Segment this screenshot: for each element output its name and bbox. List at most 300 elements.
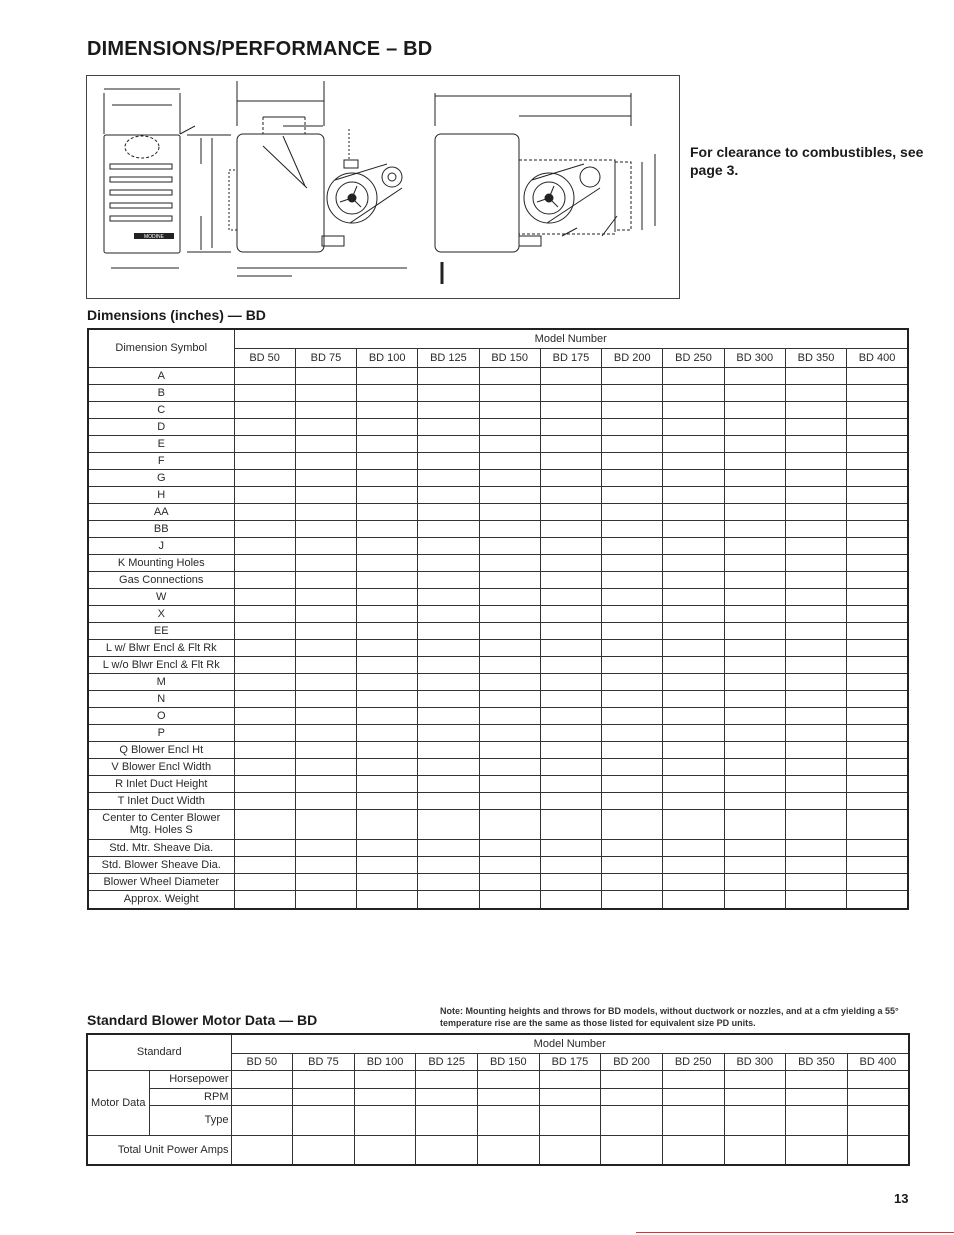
table-cell [295,890,356,909]
table-cell [295,537,356,554]
table-cell [418,707,479,724]
model-column-header: BD 125 [418,348,479,367]
table-cell [602,890,663,909]
table-cell [847,1088,909,1105]
table-cell [724,622,785,639]
table-row [87,1070,909,1088]
table-cell [662,1135,724,1165]
table-cell [234,724,295,741]
table-cell [295,571,356,588]
row-label: G [88,469,234,486]
table-row [88,503,908,520]
table-cell [354,1070,416,1088]
row-label: Q Blower Encl Ht [88,741,234,758]
table-cell [479,418,540,435]
table-cell [357,775,418,792]
table-cell [295,873,356,890]
table-cell [785,486,846,503]
table-cell [295,622,356,639]
table-cell [231,1135,293,1165]
table-cell [539,1105,601,1135]
table-cell [847,839,908,856]
row-label: P [88,724,234,741]
table-cell [478,1088,540,1105]
table-cell [785,401,846,418]
table-row [87,1135,909,1165]
table-cell [724,890,785,909]
table-cell [724,520,785,537]
model-column-header: BD 100 [354,1053,416,1070]
table-cell [785,537,846,554]
model-column-header: BD 400 [847,348,908,367]
motor-data-group-label: Motor Data [87,1070,149,1135]
table-cell [724,656,785,673]
table-cell [602,435,663,452]
table-cell [418,520,479,537]
table-cell [418,418,479,435]
table-row [88,724,908,741]
table-cell [234,809,295,839]
table-cell [357,554,418,571]
unit-drawing-svg [87,76,681,300]
row-label: H [88,486,234,503]
table-cell [785,622,846,639]
table-cell [847,856,908,873]
table-cell [847,503,908,520]
model-number-header: Model Number [234,329,908,348]
table-cell [416,1135,478,1165]
table-cell [357,401,418,418]
table-cell [418,503,479,520]
table-cell [234,418,295,435]
table-cell [357,741,418,758]
table-row [88,554,908,571]
table-cell [847,809,908,839]
table-cell [785,724,846,741]
table-cell [785,588,846,605]
table-cell [602,775,663,792]
table-cell [724,469,785,486]
table-cell [234,588,295,605]
table-cell [418,401,479,418]
table-cell [479,401,540,418]
table-cell [847,605,908,622]
table-cell [479,673,540,690]
table-cell [785,809,846,839]
table-cell [601,1070,663,1088]
table-cell [847,435,908,452]
table-cell [724,673,785,690]
table-cell [724,537,785,554]
row-label: C [88,401,234,418]
table-cell [602,741,663,758]
rear-view-cabinet [435,134,519,252]
table-cell [602,792,663,809]
table-cell [478,1135,540,1165]
row-label: K Mounting Holes [88,554,234,571]
table-cell [724,554,785,571]
table-cell [847,741,908,758]
table-cell [662,1088,724,1105]
table-cell [847,724,908,741]
table-cell [724,724,785,741]
table-cell [357,890,418,909]
row-label: Approx. Weight [88,890,234,909]
table-row [88,741,908,758]
table-cell [295,605,356,622]
table-cell [295,384,356,401]
model-number-header: Model Number [231,1034,909,1053]
table-row [88,758,908,775]
table-cell [602,401,663,418]
row-label: X [88,605,234,622]
table-cell [416,1088,478,1105]
table-cell [785,605,846,622]
table-cell [724,1088,786,1105]
table-cell [293,1070,355,1088]
table-cell [602,537,663,554]
table-cell [663,452,724,469]
table-cell [479,775,540,792]
table-cell [724,809,785,839]
table-row [88,418,908,435]
gas-connection [344,160,358,168]
table-cell [540,503,601,520]
table-cell [540,775,601,792]
table-cell [663,418,724,435]
table-cell [724,856,785,873]
table-cell [295,401,356,418]
table-row [88,571,908,588]
table-row [88,707,908,724]
table-cell [540,418,601,435]
table-cell [354,1088,416,1105]
row-label: O [88,707,234,724]
table-cell [847,418,908,435]
table-cell [540,741,601,758]
table-cell [357,605,418,622]
table-cell [479,758,540,775]
table-cell [234,639,295,656]
table-cell [724,486,785,503]
table-cell [540,890,601,909]
table-cell [663,741,724,758]
table-cell [539,1135,601,1165]
table-cell [785,758,846,775]
table-cell [663,809,724,839]
table-cell [357,486,418,503]
table-cell [295,724,356,741]
table-cell [540,758,601,775]
table-cell [418,741,479,758]
table-cell [785,707,846,724]
table-row [88,401,908,418]
table-cell [847,873,908,890]
table-cell [418,758,479,775]
table-cell [847,758,908,775]
table-cell [295,486,356,503]
table-cell [479,724,540,741]
table-cell [847,554,908,571]
dimensions-table-title: Dimensions (inches) — BD [87,307,266,323]
table-cell [357,792,418,809]
table-cell [295,452,356,469]
table-cell [479,571,540,588]
table-cell [418,435,479,452]
row-label: E [88,435,234,452]
table-cell [601,1088,663,1105]
table-cell [357,758,418,775]
table-cell [295,639,356,656]
table-cell [847,469,908,486]
table-cell [234,758,295,775]
table-cell [295,792,356,809]
table-cell [295,839,356,856]
table-cell [601,1135,663,1165]
table-cell [602,809,663,839]
table-cell [785,856,846,873]
table-row [88,384,908,401]
table-cell [847,890,908,909]
table-cell [540,839,601,856]
table-cell [354,1135,416,1165]
table-cell [847,571,908,588]
table-cell [539,1088,601,1105]
table-cell [663,792,724,809]
table-cell [847,588,908,605]
model-column-header: BD 250 [662,1053,724,1070]
table-cell [847,775,908,792]
table-cell [418,605,479,622]
table-cell [724,384,785,401]
row-label: N [88,690,234,707]
table-row [88,520,908,537]
table-cell [602,520,663,537]
table-cell [786,1088,848,1105]
table-cell [418,690,479,707]
table-cell [357,673,418,690]
table-cell [357,690,418,707]
footer-rule [636,1232,954,1233]
table-cell [847,622,908,639]
table-cell [602,588,663,605]
row-label: Std. Blower Sheave Dia. [88,856,234,873]
table-cell [295,435,356,452]
table-cell [724,707,785,724]
table-cell [602,571,663,588]
table-cell [357,384,418,401]
mounting-note: Note: Mounting heights and throws for BD models, without ductwork or nozzles, and at a cfm yielding a 55° temperature rise are the same as those listed for equivalent size PD units. [440,1006,899,1028]
front-view-opening [125,136,159,158]
table-cell [663,503,724,520]
table-cell [724,588,785,605]
table-cell [234,384,295,401]
table-cell [724,839,785,856]
table-cell [418,367,479,384]
table-cell [847,1135,909,1165]
table-cell [295,856,356,873]
table-cell [234,707,295,724]
table-cell [540,809,601,839]
table-cell [540,469,601,486]
table-cell [724,775,785,792]
table-cell [785,435,846,452]
table-cell [234,520,295,537]
table-cell [785,690,846,707]
table-cell [418,673,479,690]
symbol-header: Dimension Symbol [88,329,234,367]
table-cell [540,486,601,503]
table-cell [479,469,540,486]
table-cell [785,367,846,384]
model-column-header: BD 350 [786,1053,848,1070]
table-cell [663,384,724,401]
table-cell [602,758,663,775]
row-label: EE [88,622,234,639]
model-column-header: BD 75 [293,1053,355,1070]
table-cell [663,707,724,724]
table-cell [663,571,724,588]
table-cell [295,741,356,758]
row-label: A [88,367,234,384]
table-cell [479,741,540,758]
table-cell [540,605,601,622]
table-row [88,367,908,384]
standard-header: Standard [87,1034,231,1070]
table-cell [418,656,479,673]
nameplate-text: MODINE [144,234,164,240]
table-row [88,656,908,673]
row-label: T Inlet Duct Width [88,792,234,809]
table-cell [295,367,356,384]
table-row [88,690,908,707]
table-cell [293,1105,355,1135]
table-cell [847,452,908,469]
table-cell [785,639,846,656]
table-cell [295,809,356,839]
table-cell [785,503,846,520]
table-cell [540,873,601,890]
table-cell [847,673,908,690]
table-cell [293,1135,355,1165]
table-cell [479,554,540,571]
table-cell [418,639,479,656]
table-cell [724,639,785,656]
model-column-header: BD 300 [724,348,785,367]
table-cell [602,707,663,724]
model-column-header: BD 50 [231,1053,293,1070]
table-cell [663,588,724,605]
table-cell [540,571,601,588]
table-cell [234,435,295,452]
row-label: Total Unit Power Amps [87,1135,231,1165]
table-cell [602,656,663,673]
table-cell [724,873,785,890]
table-cell [663,469,724,486]
table-cell [416,1105,478,1135]
table-cell [724,792,785,809]
table-cell [234,656,295,673]
table-cell [540,384,601,401]
table-cell [724,741,785,758]
table-cell [295,673,356,690]
table-cell [479,486,540,503]
row-label: Blower Wheel Diameter [88,873,234,890]
table-cell [479,707,540,724]
table-cell [295,554,356,571]
table-cell [847,537,908,554]
table-cell [357,503,418,520]
table-cell [418,622,479,639]
table-cell [539,1070,601,1088]
model-column-header: BD 300 [724,1053,786,1070]
dimension-drawing [86,75,680,299]
table-cell [295,469,356,486]
row-label: L w/o Blwr Encl & Flt Rk [88,656,234,673]
table-cell [418,571,479,588]
table-cell [602,724,663,741]
table-cell [663,690,724,707]
table-cell [847,707,908,724]
table-cell [540,639,601,656]
table-cell [418,839,479,856]
table-cell [602,839,663,856]
table-cell [663,622,724,639]
table-cell [847,1070,909,1088]
row-label: D [88,418,234,435]
row-label: AA [88,503,234,520]
table-cell [602,873,663,890]
table-cell [602,639,663,656]
table-cell [479,690,540,707]
row-label: F [88,452,234,469]
table-cell [295,588,356,605]
table-cell [357,873,418,890]
table-row [88,469,908,486]
table-cell [785,469,846,486]
table-row [88,452,908,469]
table-cell [724,1070,786,1088]
table-cell [418,873,479,890]
table-cell [234,452,295,469]
table-cell [295,707,356,724]
table-cell [663,367,724,384]
table-cell [234,741,295,758]
table-cell [602,367,663,384]
table-cell [479,856,540,873]
table-cell [786,1070,848,1088]
table-cell [479,537,540,554]
model-column-header: BD 200 [601,1053,663,1070]
table-cell [357,367,418,384]
table-cell [540,367,601,384]
table-cell [234,856,295,873]
table-cell [663,890,724,909]
table-cell [357,588,418,605]
table-cell [357,639,418,656]
table-cell [357,418,418,435]
table-cell [663,554,724,571]
table-cell [478,1105,540,1135]
table-cell [602,605,663,622]
table-cell [540,673,601,690]
table-cell [357,571,418,588]
table-cell [602,622,663,639]
table-cell [357,537,418,554]
table-cell [234,775,295,792]
table-cell [418,384,479,401]
table-cell [418,890,479,909]
